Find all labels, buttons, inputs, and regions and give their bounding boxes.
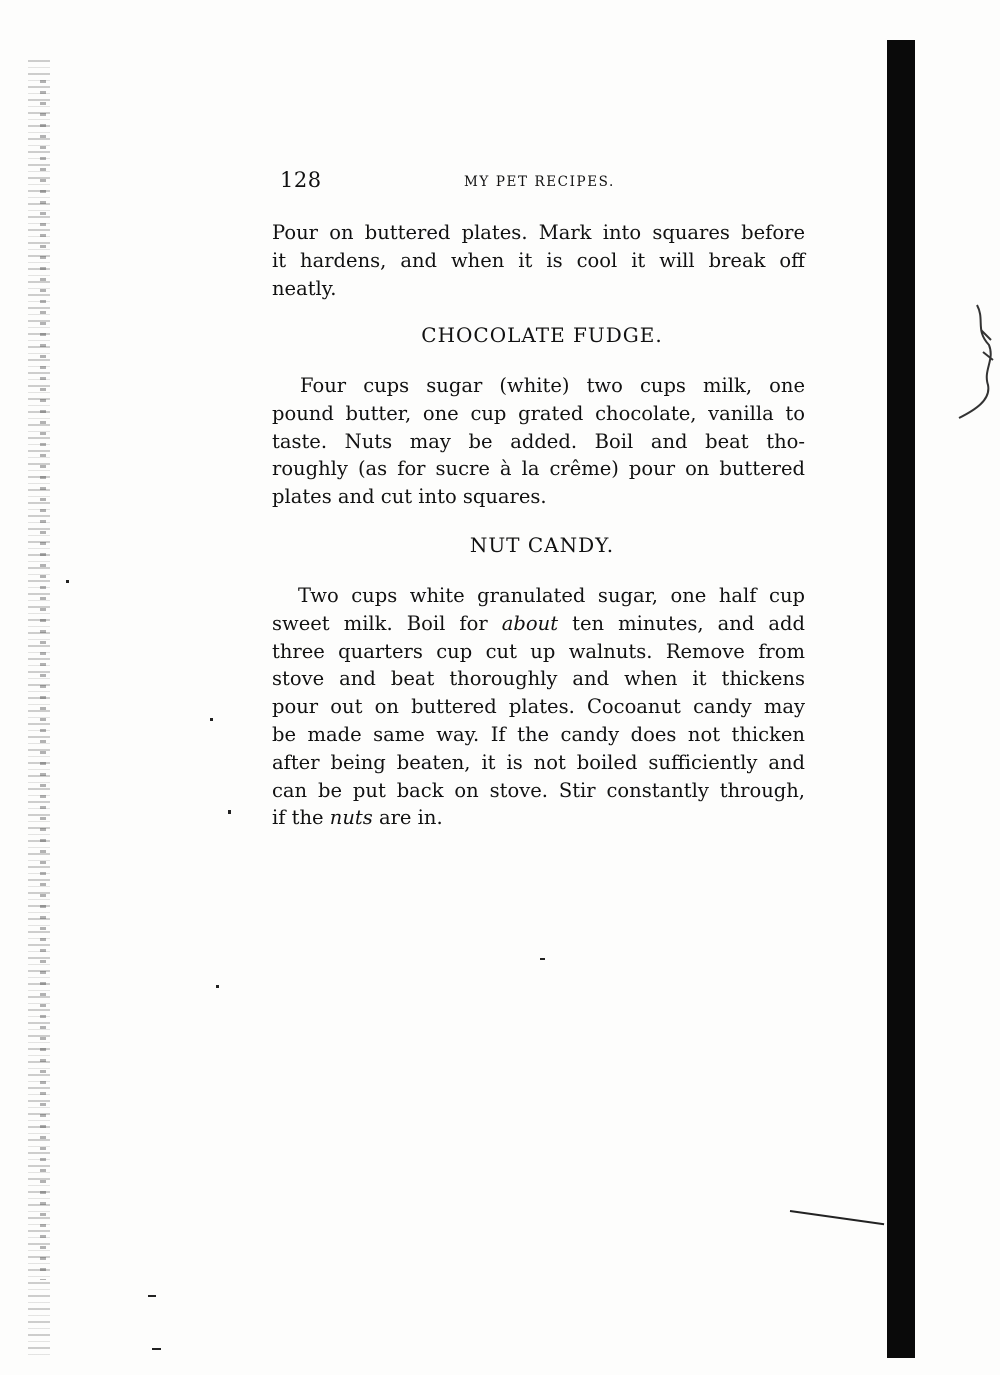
text-line: neatly.	[272, 276, 337, 300]
binding-gutter-noise	[28, 60, 50, 1360]
margin-scribble	[955, 300, 995, 425]
scan-edge-shadow	[887, 40, 915, 1358]
scan-speck	[148, 1295, 156, 1297]
scan-speck	[216, 985, 219, 988]
text-line: it hardens, and when it is cool it will break off	[272, 248, 805, 272]
text-run: sweet milk. Boil for	[272, 611, 488, 635]
scan-speck	[66, 580, 69, 583]
text-run: if the	[272, 806, 324, 830]
text-run: ten minutes, and add	[572, 611, 806, 635]
scan-speck	[210, 718, 213, 721]
text-line	[272, 804, 805, 832]
scan-speck	[790, 1210, 884, 1225]
recipe-heading-nut-candy: NUT CANDY.	[469, 533, 615, 557]
text-line: pour out on buttered plates. Cocoanut candy may	[272, 695, 805, 719]
scan-speck	[228, 810, 231, 814]
binding-gutter-marks	[40, 80, 46, 1280]
text-line: Two cups white granulated sugar, one half cup	[298, 584, 805, 607]
text-line: three quarters cup cut up walnuts. Remove from	[272, 639, 805, 663]
text-line: taste. Nuts may be added. Boil and beat tho-	[272, 429, 805, 453]
text-line: be made same way. If the candy does not thicken	[272, 722, 805, 746]
scan-speck	[152, 1348, 161, 1350]
continuation-paragraph	[272, 219, 805, 302]
italic-word-nuts: nuts	[329, 806, 373, 830]
text-line: roughly (as for sucre à la crême) pour on buttered	[272, 457, 805, 481]
text-run: are in.	[378, 806, 443, 830]
nut-candy-paragraph	[272, 582, 805, 832]
text-line: can be put back on stove. Stir constantly through,	[272, 778, 805, 802]
italic-word-about: about	[501, 611, 559, 635]
page-number: 128	[280, 168, 322, 192]
text-line: Pour on buttered plates. Mark into squares before	[272, 221, 805, 244]
text-line: Four cups sugar (white) two cups milk, one	[300, 374, 805, 397]
text-line	[272, 610, 805, 638]
chocolate-fudge-paragraph	[272, 372, 805, 511]
text-line: after being beaten, it is not boiled sufficiently and	[272, 750, 805, 774]
scan-speck	[540, 958, 545, 960]
recipe-heading-chocolate-fudge: CHOCOLATE FUDGE.	[421, 323, 663, 347]
text-line: pound butter, one cup grated chocolate, vanilla to	[272, 401, 805, 425]
running-title: MY PET RECIPES.	[464, 174, 615, 190]
text-line: stove and beat thoroughly and when it thickens	[272, 667, 805, 691]
page-header	[280, 168, 805, 198]
text-line: plates and cut into squares.	[272, 485, 547, 509]
